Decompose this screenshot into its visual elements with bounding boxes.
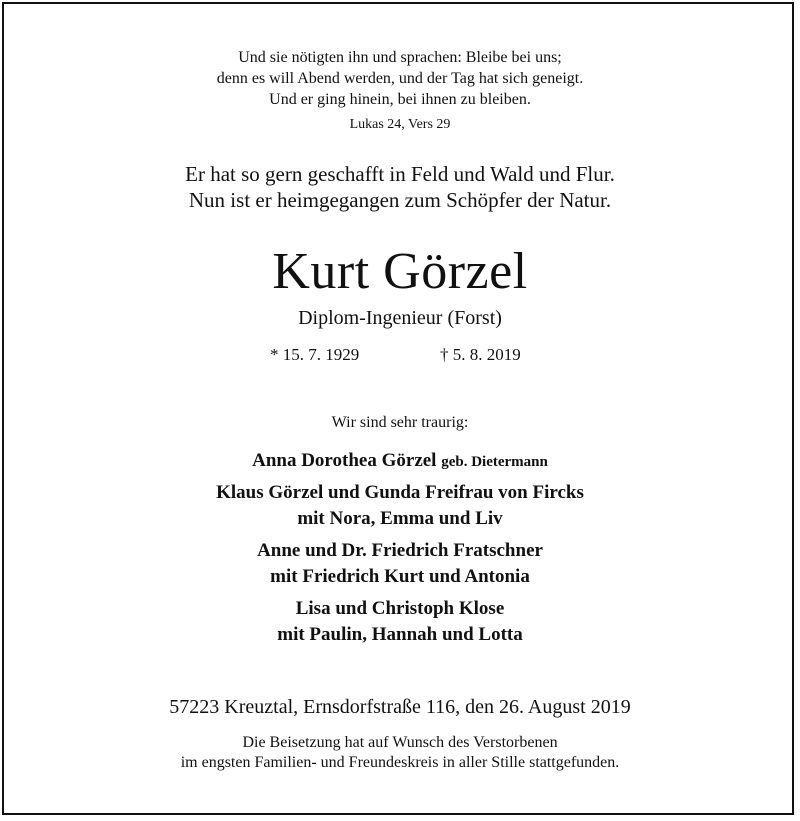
verse-line-1: Und sie nötigten ihn und sprachen: Bleibe bei uns; [238, 49, 562, 66]
mourner-family-3-line-2: mit Paulin, Hannah und Lotta [277, 624, 523, 645]
burial-note-line-2: im engsten Familien- und Freundeskreis in aller Stille stattgefunden. [180, 754, 620, 771]
mourner-family-2-line-2: mit Friedrich Kurt und Antonia [270, 566, 530, 587]
epitaph-line-1: Er hat so gern geschafft in Feld und Wald und Flur. [185, 162, 615, 186]
verse-line-3: Und er ging hinein, bei ihnen zu bleiben. [269, 91, 531, 108]
mourner-family-1-line-1: Klaus Görzel und Gunda Freifrau von Fircks [216, 482, 584, 503]
verse-reference: Lukas 24, Vers 29 [349, 117, 451, 132]
place-and-date: 57223 Kreuztal, Ernsdorfstraße 116, den 26. August 2019 [169, 696, 631, 718]
death-date: † 5. 8. 2019 [440, 345, 521, 364]
mourner-family-1-line-2: mit Nora, Emma und Liv [297, 508, 503, 529]
spouse-maiden-name: geb. Dietermann [441, 454, 548, 470]
spouse-name: Anna Dorothea Görzel [252, 450, 437, 471]
burial-note-line-1: Die Beisetzung hat auf Wunsch des Verstorbenen [242, 734, 558, 751]
birth-date: * 15. 7. 1929 [270, 345, 360, 364]
mourning-intro: Wir sind sehr traurig: [331, 414, 469, 431]
deceased-name: Kurt Görzel [272, 243, 528, 300]
mourner-family-2-line-1: Anne und Dr. Friedrich Fratschner [257, 540, 543, 561]
mourner-family-3-line-1: Lisa und Christoph Klose [295, 598, 505, 619]
epitaph-line-2: Nun ist er heimgegangen zum Schöpfer der Natur. [188, 188, 612, 212]
deceased-profession: Diplom-Ingenieur (Forst) [298, 307, 502, 329]
mourner-spouse [0, 451, 800, 470]
verse-line-2: denn es will Abend werden, und der Tag hat sich geneigt. [216, 70, 584, 87]
